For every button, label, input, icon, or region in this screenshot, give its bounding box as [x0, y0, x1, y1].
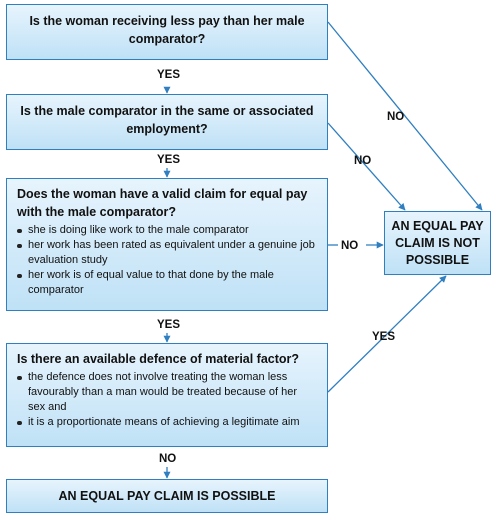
question-less-pay-box	[6, 4, 328, 60]
outcome-possible-box	[6, 479, 328, 513]
outcome-not-possible-box	[384, 211, 491, 275]
question-material-factor-box	[6, 343, 328, 447]
label-q2-no: NO	[354, 155, 372, 167]
question-valid-claim: Does the woman have a valid claim for equal pay with the male comparator?	[17, 187, 308, 219]
label-q4-no: NO	[159, 453, 177, 465]
question-material-factor: Is there an available defence of material factor?	[17, 352, 300, 366]
question-valid-claim-box	[6, 178, 328, 311]
label-q4-yes: YES	[372, 331, 396, 343]
outcome-possible: AN EQUAL PAY CLAIM IS POSSIBLE	[58, 489, 276, 503]
label-q1-no: NO	[387, 111, 405, 123]
list-item: it is a proportionate means of achieving a legitimate aim	[17, 415, 317, 430]
label-q2-yes: YES	[157, 154, 181, 166]
outcome-not-possible: AN EQUAL PAY CLAIM IS NOT POSSIBLE	[391, 218, 484, 267]
question-same-employment: Is the male comparator in the same or associated employment?	[20, 104, 314, 136]
question-less-pay: Is the woman receiving less pay than her male comparator?	[29, 14, 305, 46]
label-q1-yes: YES	[157, 69, 181, 81]
material-factor-criteria-list	[17, 370, 317, 430]
question-same-employment-box	[6, 94, 328, 150]
list-item: her work has been rated as equivalent under a genuine job evaluation study	[17, 238, 317, 268]
label-q3-yes: YES	[157, 319, 181, 331]
list-item: her work is of equal value to that done by the male comparator	[17, 268, 317, 298]
list-item: the defence does not involve treating the woman less favourably than a man would be treated because of her sex and	[17, 370, 317, 415]
label-q3-no: NO	[341, 240, 359, 252]
arrow-q1-to-not-possible	[328, 22, 482, 210]
list-item: she is doing like work to the male comparator	[17, 223, 317, 238]
valid-claim-criteria-list	[17, 223, 317, 298]
